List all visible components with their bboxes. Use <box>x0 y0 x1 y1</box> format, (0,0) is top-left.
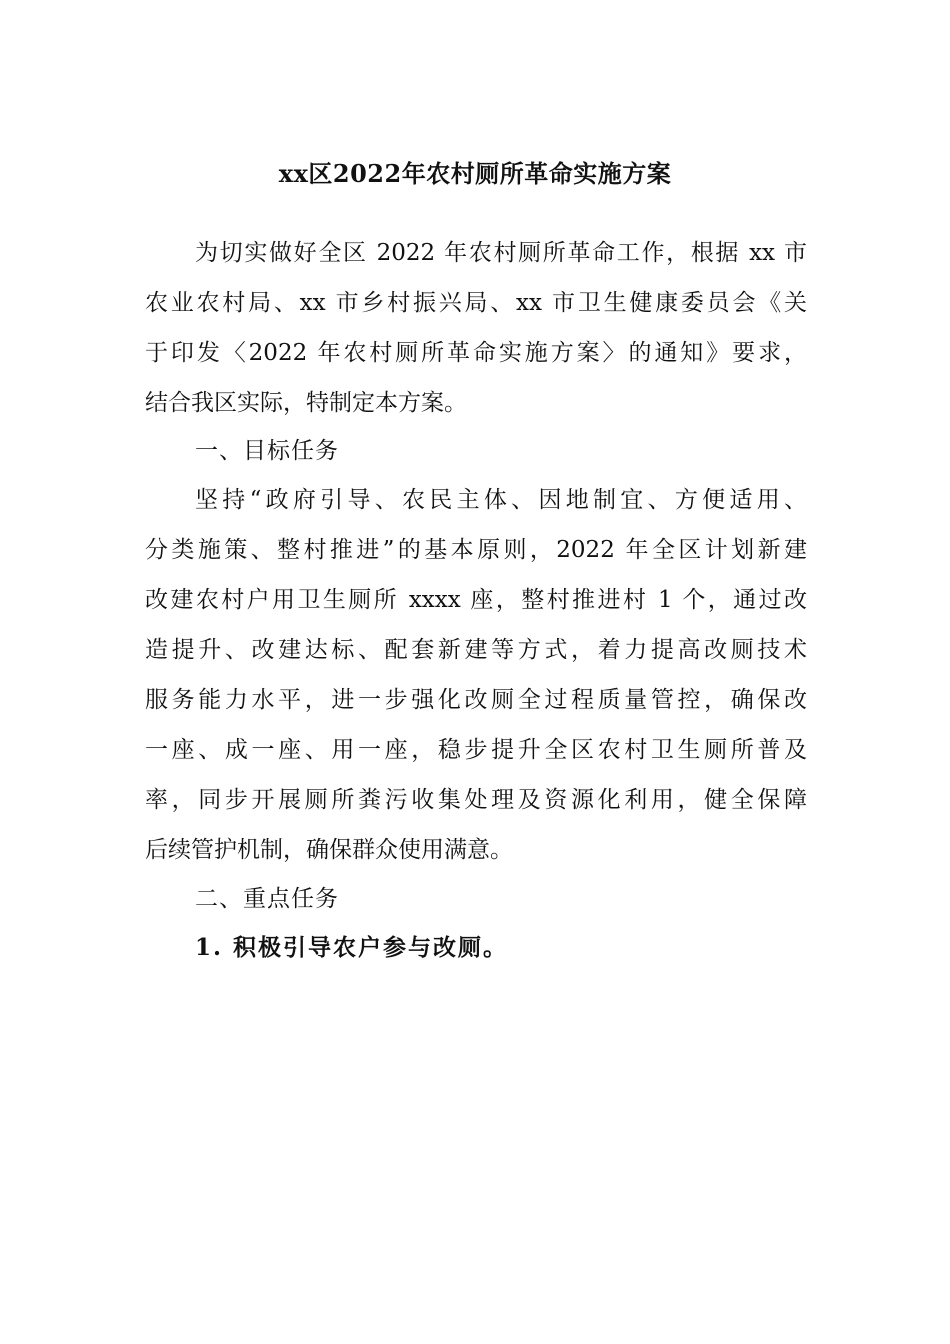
section-heading-goals: 一、目标任务 <box>195 438 339 464</box>
intro-line-3: 于印发〈2022 年农村厕所革命实施方案〉的通知》要求， <box>145 340 807 366</box>
goals-line-7: 率，同步开展厕所粪污收集处理及资源化利用，健全保障 <box>145 787 807 813</box>
goals-line-1: 坚持“政府引导、农民主体、因地制宜、方便适用、 <box>195 487 807 513</box>
key-task-item-1: 1. 积极引导农户参与改厕。 <box>195 934 509 961</box>
goals-line-6: 一座、成一座、用一座，稳步提升全区农村卫生厕所普及 <box>145 737 807 763</box>
goals-line-8: 后续管护机制，确保群众使用满意。 <box>145 837 513 863</box>
intro-line-2: 农业农村局、xx 市乡村振兴局、xx 市卫生健康委员会《关 <box>145 290 807 316</box>
intro-line-1: 为切实做好全区 2022 年农村厕所革命工作，根据 xx 市 <box>195 240 807 266</box>
goals-line-2: 分类施策、整村推进”的基本原则，2022 年全区计划新建 <box>145 537 807 563</box>
document-title: xx区2022年农村厕所革命实施方案 <box>278 159 672 188</box>
section-heading-key-tasks: 二、重点任务 <box>195 886 339 912</box>
goals-line-3: 改建农村户用卫生厕所 xxxx 座，整村推进村 1 个，通过改 <box>145 587 807 613</box>
intro-line-4: 结合我区实际，特制定本方案。 <box>145 390 467 416</box>
goals-line-5: 服务能力水平，进一步强化改厕全过程质量管控，确保改 <box>145 687 807 713</box>
goals-line-4: 造提升、改建达标、配套新建等方式，着力提高改厕技术 <box>145 637 807 663</box>
